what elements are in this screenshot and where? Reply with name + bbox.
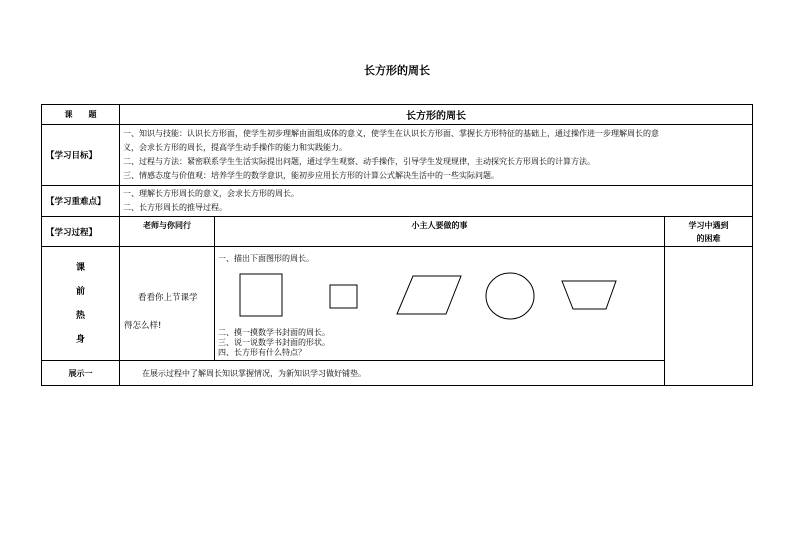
warmup-tasks (215, 247, 665, 361)
process-label: 【学习过程】 (42, 217, 120, 247)
difficulty-column-header (665, 217, 753, 247)
difficulty-header-line: 的困难 (696, 233, 721, 243)
circle-shape (486, 273, 534, 319)
task-rectangle-features: 四、长方形有什么特点？ (218, 348, 306, 357)
row-show (42, 361, 753, 386)
keypoints-content (120, 186, 753, 217)
difficulty-notes-cell (665, 247, 753, 386)
goals-line: 三、情感态度与价值观：培养学生的数学意识，能初步应用长方形的计算公式解决生活中的一些实际问题。 (123, 171, 499, 180)
trapezoid-shape (562, 281, 616, 309)
shapes-row (218, 266, 661, 324)
small-square-shape (330, 285, 357, 308)
teacher-note-line: 看看你上节课学 (138, 292, 198, 303)
large-square-shape (240, 274, 282, 316)
row-keypoints (42, 186, 753, 217)
show-content: 在展示过程中了解周长知识掌握情况，为新知识学习做好铺垫。 (120, 361, 665, 386)
task-touch-perimeter: 二、摸一摸数学书封面的周长。 (218, 328, 330, 337)
warmup-label-char: 课 (75, 262, 85, 273)
row-warmup (42, 247, 753, 361)
row-goals (42, 125, 753, 186)
subject-label: 课 题 (42, 105, 120, 125)
difficulty-header-line: 学习中遇到 (688, 220, 729, 230)
teacher-note-line: 得怎么样! (124, 320, 162, 331)
warmup-teacher-note (120, 247, 215, 361)
student-column-header: 小主人要做的事 (215, 217, 665, 247)
goals-label: 【学习目标】 (42, 125, 120, 186)
lesson-plan-table (41, 104, 753, 386)
row-subject (42, 105, 753, 125)
parallelogram-shape (397, 276, 461, 314)
show-label: 展示一 (42, 361, 120, 386)
task-trace-perimeter: 一、描出下面图形的周长。 (218, 254, 314, 263)
teacher-column-header: 老师与你同行 (120, 217, 215, 247)
keypoints-line: 二、长方形周长的推导过程。 (123, 203, 227, 212)
warmup-label (42, 247, 120, 361)
keypoints-line: 一、理解长方形周长的意义，会求长方形的周长。 (123, 189, 299, 198)
goals-line: 一、知识与技能：认识长方形面，使学生初步理解由面组成体的意义，使学生在认识长方形面、掌握长方形特征的基础上，通过操作进一步理解周长的意 (123, 129, 659, 138)
row-process-header (42, 217, 753, 247)
task-describe-shape: 三、说一说数学书封面的形状。 (218, 338, 330, 347)
subject-value: 长方形的周长 (120, 105, 753, 125)
warmup-label-char: 身 (75, 334, 85, 345)
goals-line: 义，会求长方形的周长，提高学生动手操作的能力和实践能力。 (123, 143, 347, 152)
goals-content (120, 125, 753, 186)
document-title: 长方形的周长 (364, 64, 430, 77)
warmup-label-char: 前 (75, 286, 85, 297)
goals-line: 二、过程与方法：紧密联系学生生活实际提出问题，通过学生观察、动手操作，引导学生发现规律，主动探究长方形周长的计算方法。 (123, 157, 595, 166)
keypoints-label: 【学习重难点】 (42, 186, 120, 217)
shapes-figure (218, 266, 662, 324)
warmup-label-char: 热 (75, 310, 85, 321)
